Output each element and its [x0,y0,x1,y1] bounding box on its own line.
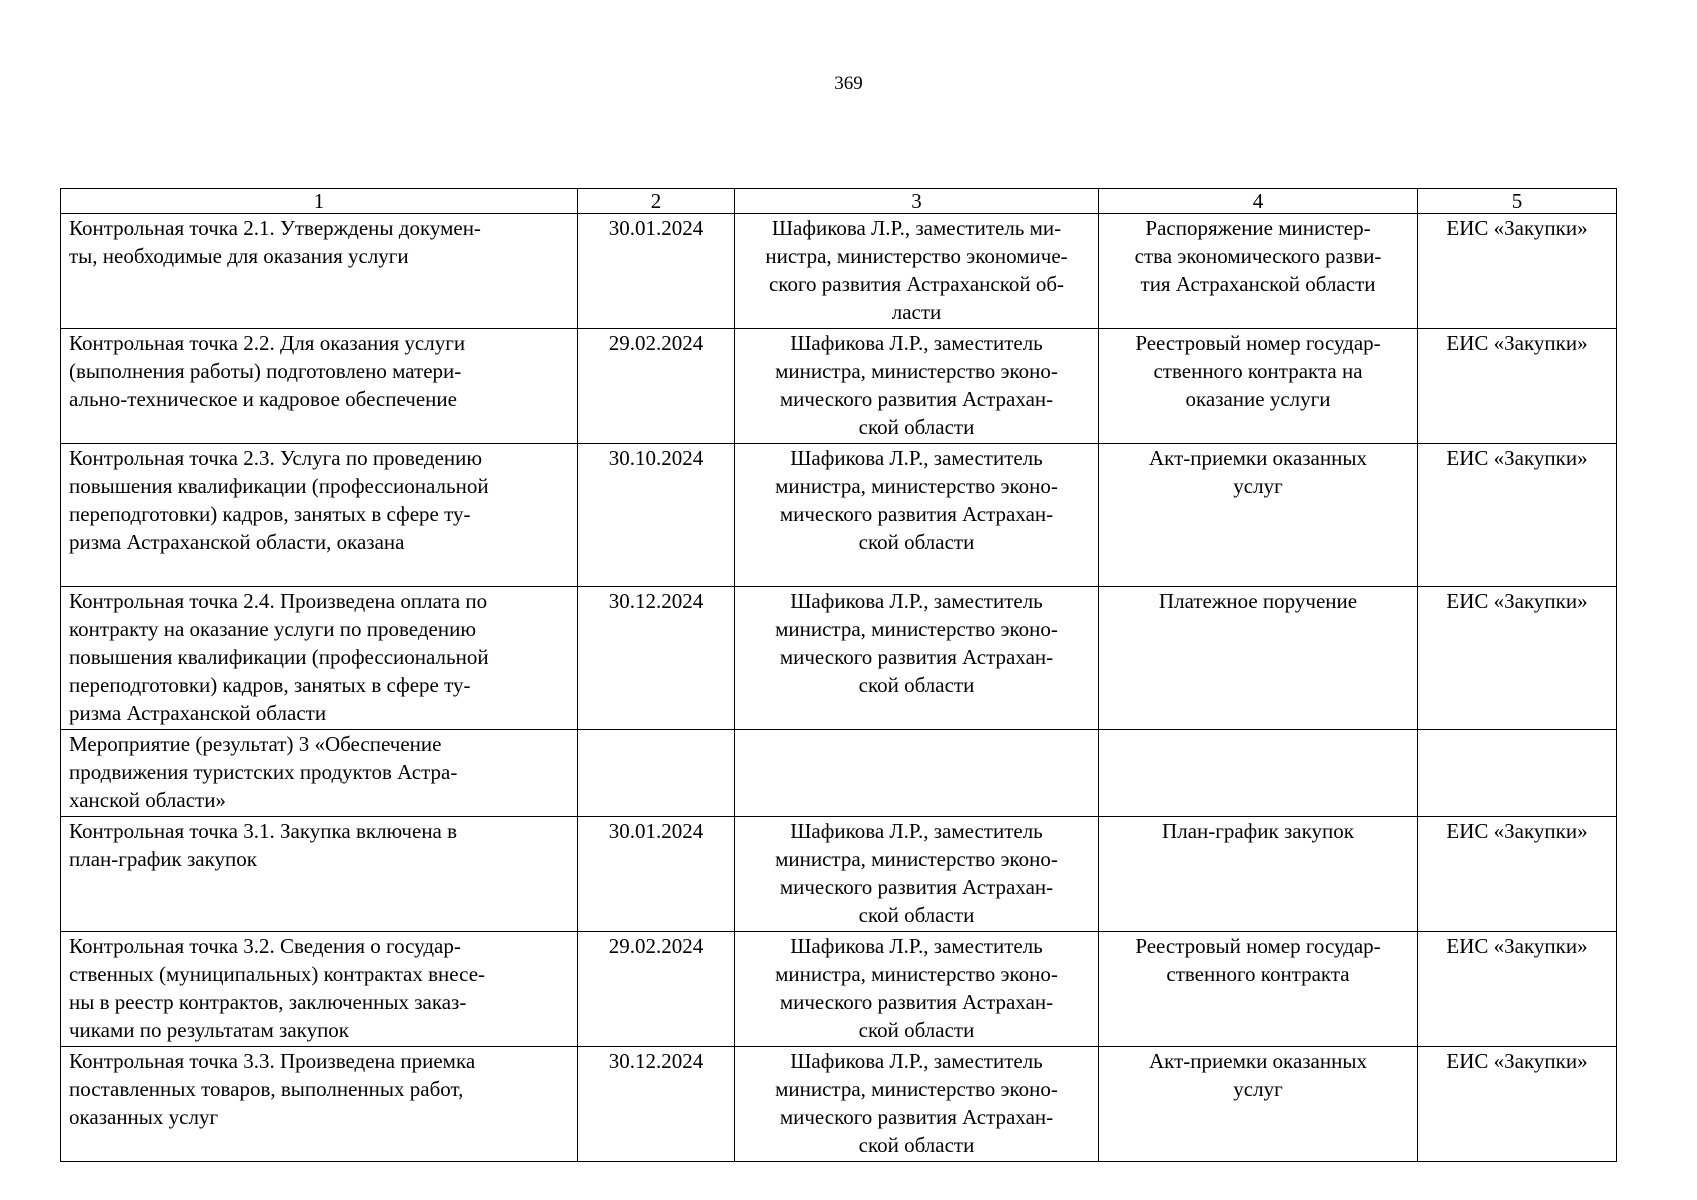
confirming-document: Акт-приемки оказанных услуг [1099,1047,1418,1162]
table-row [61,730,1617,817]
page-number: 369 [834,73,863,94]
control-point-description: Контрольная точка 2.4. Произведена оплата по контракту на оказание услуги по проведению повышения квалификации (профессиональной переподготовки) кадров, занятых в сфере ту- ризма Астраханской области [61,587,578,730]
control-point-description: Контрольная точка 3.1. Закупка включена в план-график закупок [61,817,578,932]
table-row [61,214,1617,329]
responsible-person: Шафикова Л.Р., заместитель министра, министерство эконо- мического развития Астрахан- ской области [735,1047,1099,1162]
due-date: 30.01.2024 [578,214,735,329]
confirming-document [1099,730,1418,817]
confirming-document: План-график закупок [1099,817,1418,932]
confirming-document: Платежное поручение [1099,587,1418,730]
table-row [61,1047,1617,1162]
responsible-person: Шафикова Л.Р., заместитель министра, министерство эконо- мического развития Астрахан- ской области [735,444,1099,587]
due-date: 30.12.2024 [578,1047,735,1162]
information-system: ЕИС «Закупки» [1418,329,1617,444]
column-header-4: 4 [1099,189,1418,214]
control-point-description: Контрольная точка 2.3. Услуга по проведению повышения квалификации (профессиональной переподготовки) кадров, занятых в сфере ту- ризма Астраханской области, оказана [61,444,578,587]
information-system: ЕИС «Закупки» [1418,444,1617,587]
confirming-document: Распоряжение министер- ства экономического разви- тия Астраханской области [1099,214,1418,329]
control-point-description: Контрольная точка 3.3. Произведена приемка поставленных товаров, выполненных работ, оказанных услуг [61,1047,578,1162]
table-row [61,587,1617,730]
table-row [61,444,1617,587]
table-row [61,329,1617,444]
responsible-person: Шафикова Л.Р., заместитель министра, министерство эконо- мического развития Астрахан- ской области [735,932,1099,1047]
information-system: ЕИС «Закупки» [1418,214,1617,329]
control-point-description: Контрольная точка 2.2. Для оказания услуги (выполнения работы) подготовлено матери- ально-техническое и кадровое обеспечение [61,329,578,444]
responsible-person: Шафикова Л.Р., заместитель министра, министерство эконо- мического развития Астрахан- ской области [735,329,1099,444]
due-date: 29.02.2024 [578,329,735,444]
column-header-2: 2 [578,189,735,214]
responsible-person: Шафикова Л.Р., заместитель министра, министерство эконо- мического развития Астрахан- ской области [735,587,1099,730]
responsible-person [735,730,1099,817]
due-date [578,730,735,817]
information-system: ЕИС «Закупки» [1418,587,1617,730]
column-header-1: 1 [61,189,578,214]
control-points-table [60,188,1617,1162]
due-date: 30.01.2024 [578,817,735,932]
table-row [61,932,1617,1047]
activity-description: Мероприятие (результат) 3 «Обеспечение продвижения туристских продуктов Астра- ханской области» [61,730,578,817]
column-header-5: 5 [1418,189,1617,214]
responsible-person: Шафикова Л.Р., заместитель ми- нистра, министерство экономиче- ского развития Астраханской об- ласти [735,214,1099,329]
information-system [1418,730,1617,817]
confirming-document: Реестровый номер государ- ственного контракта на оказание услуги [1099,329,1418,444]
table-row [61,817,1617,932]
information-system: ЕИС «Закупки» [1418,1047,1617,1162]
responsible-person: Шафикова Л.Р., заместитель министра, министерство эконо- мического развития Астрахан- ской области [735,817,1099,932]
control-point-description: Контрольная точка 3.2. Сведения о государ- ственных (муниципальных) контрактах внесе- ны в реестр контрактов, заключенных заказ- чиками по результатам закупок [61,932,578,1047]
table-header-row [61,189,1617,214]
information-system: ЕИС «Закупки» [1418,817,1617,932]
confirming-document: Акт-приемки оказанных услуг [1099,444,1418,587]
due-date: 29.02.2024 [578,932,735,1047]
confirming-document: Реестровый номер государ- ственного контракта [1099,932,1418,1047]
due-date: 30.12.2024 [578,587,735,730]
control-point-description: Контрольная точка 2.1. Утверждены докумен- ты, необходимые для оказания услуги [61,214,578,329]
due-date: 30.10.2024 [578,444,735,587]
information-system: ЕИС «Закупки» [1418,932,1617,1047]
column-header-3: 3 [735,189,1099,214]
